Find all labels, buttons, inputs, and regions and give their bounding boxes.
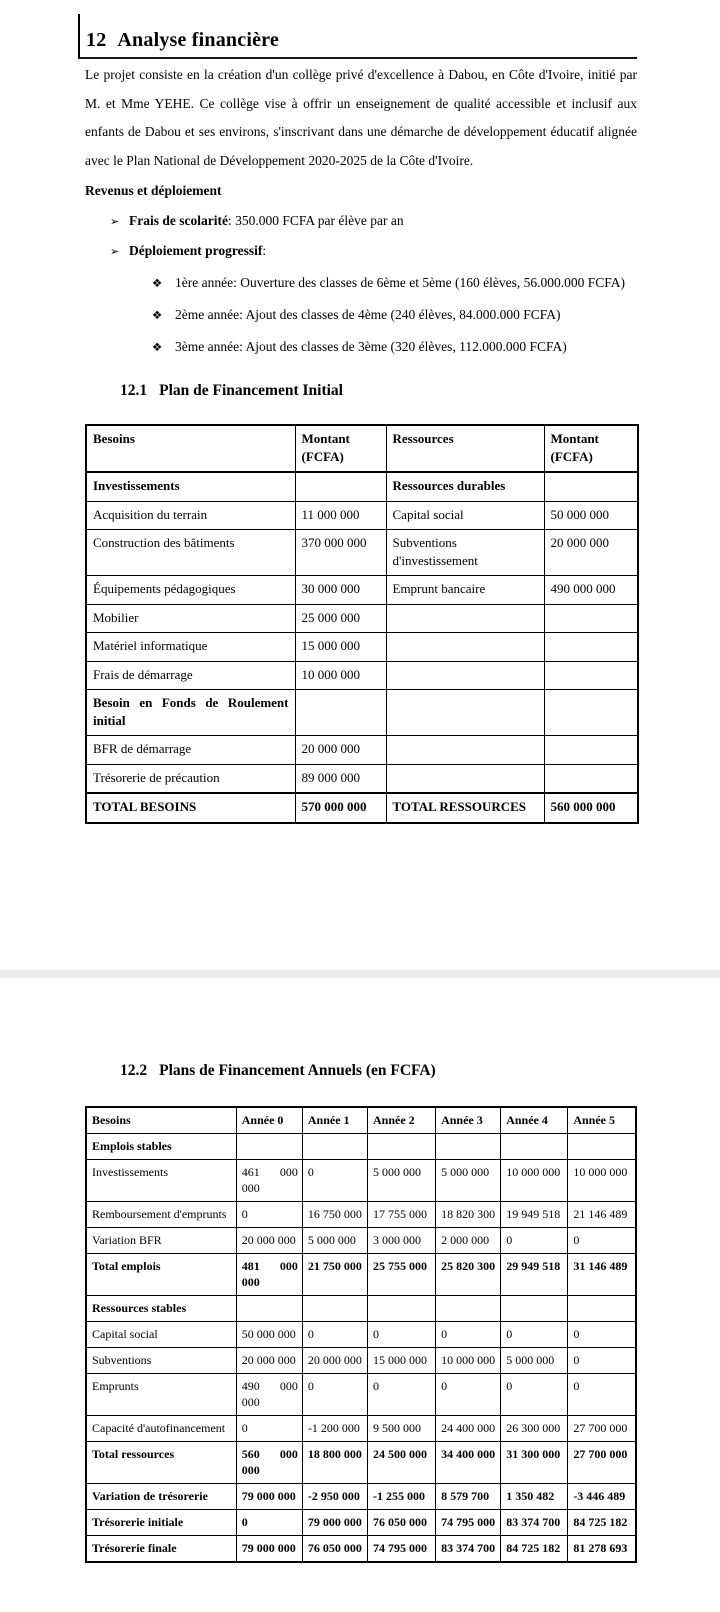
table-cell: Trésorerie initiale bbox=[86, 1510, 236, 1536]
table-cell: 0 bbox=[302, 1160, 367, 1202]
table-row bbox=[86, 1442, 636, 1484]
table-cell: Variation BFR bbox=[86, 1228, 236, 1254]
list-item-value: : 350.000 FCFA par élève par an bbox=[227, 213, 404, 228]
table-row bbox=[86, 472, 638, 501]
table-cell: 461 000 000 bbox=[236, 1160, 302, 1202]
table-cell: 10 000 000 bbox=[295, 661, 386, 690]
table-cell: 79 000 000 bbox=[236, 1484, 302, 1510]
section-heading-12-2 bbox=[120, 1062, 720, 1080]
list-item-text bbox=[129, 243, 266, 259]
table-cell: 20 000 000 bbox=[236, 1348, 302, 1374]
table-row bbox=[86, 1254, 636, 1296]
table-cell: 10 000 000 bbox=[568, 1160, 636, 1202]
table-cell: 26 300 000 bbox=[501, 1416, 568, 1442]
table-header-row bbox=[86, 425, 638, 472]
column-header: Montant (FCFA) bbox=[295, 425, 386, 472]
table-cell: 9 500 000 bbox=[367, 1416, 435, 1442]
table-cell bbox=[367, 1134, 435, 1160]
table-cell: Subventions d'investissement bbox=[386, 530, 544, 576]
table-cell: Emplois stables bbox=[86, 1134, 236, 1160]
table-cell: Capital social bbox=[86, 1322, 236, 1348]
table-cell: 560 000 000 bbox=[236, 1442, 302, 1484]
table-cell: Variation de trésorerie bbox=[86, 1484, 236, 1510]
table-cell: Trésorerie de précaution bbox=[86, 764, 295, 793]
table-cell bbox=[386, 764, 544, 793]
table-cell: Frais de démarrage bbox=[86, 661, 295, 690]
column-header: Année 5 bbox=[568, 1107, 636, 1134]
table-row bbox=[86, 736, 638, 765]
sub-list-item bbox=[152, 275, 720, 291]
table-row bbox=[86, 690, 638, 736]
table-cell: Acquisition du terrain bbox=[86, 501, 295, 530]
table-row bbox=[86, 633, 638, 662]
table-cell: -2 950 000 bbox=[302, 1484, 367, 1510]
table-cell bbox=[302, 1134, 367, 1160]
table-cell: 30 000 000 bbox=[295, 576, 386, 605]
table-cell bbox=[436, 1296, 501, 1322]
column-header: Année 4 bbox=[501, 1107, 568, 1134]
table-cell: 0 bbox=[367, 1374, 435, 1416]
table-cell: 1 350 482 bbox=[501, 1484, 568, 1510]
table-row bbox=[86, 1348, 636, 1374]
diamond-bullet-icon: ❖ bbox=[152, 308, 163, 322]
intro-paragraph: Le projet consiste en la création d'un collège privé d'excellence à Dabou, en Côte d'Ivoire, initié par M. et Mme YEHE. Ce collège vise à offrir un enseignement de qualité accessible et inclusif aux enfants de Dabou et ses environs, s'inscrivant dans une démarche de développement éducatif alignée avec le Plan National de Développement 2020-2025 de la Côte d'Ivoire. bbox=[85, 67, 637, 168]
table-cell: 84 725 182 bbox=[568, 1510, 636, 1536]
table-cell: 481 000 000 bbox=[236, 1254, 302, 1296]
table-cell: 560 000 000 bbox=[544, 793, 638, 823]
chapter-number: 12 bbox=[86, 29, 107, 51]
diamond-bullet-icon: ❖ bbox=[152, 340, 163, 354]
table-cell: Investissements bbox=[86, 472, 295, 501]
table-cell bbox=[544, 604, 638, 633]
table-cell: 10 000 000 bbox=[501, 1160, 568, 1202]
table-cell: 50 000 000 bbox=[544, 501, 638, 530]
table-row bbox=[86, 1228, 636, 1254]
table-cell: BFR de démarrage bbox=[86, 736, 295, 765]
table-cell: Mobilier bbox=[86, 604, 295, 633]
table-cell: Investissements bbox=[86, 1160, 236, 1202]
column-header: Besoins bbox=[86, 1107, 236, 1134]
table-cell: 20 000 000 bbox=[544, 530, 638, 576]
table-cell bbox=[386, 736, 544, 765]
table-cell: 83 374 700 bbox=[436, 1536, 501, 1563]
table-cell: 89 000 000 bbox=[295, 764, 386, 793]
table-cell: 8 579 700 bbox=[436, 1484, 501, 1510]
table-cell: 21 146 489 bbox=[568, 1202, 636, 1228]
table-cell bbox=[436, 1134, 501, 1160]
table-cell: 5 000 000 bbox=[501, 1348, 568, 1374]
table-cell bbox=[544, 736, 638, 765]
table-cell: Besoin en Fonds de Roulement initial bbox=[86, 690, 295, 736]
table-cell: 29 949 518 bbox=[501, 1254, 568, 1296]
table-cell: 370 000 000 bbox=[295, 530, 386, 576]
table-cell: 490 000 000 bbox=[236, 1374, 302, 1416]
table-cell: Subventions bbox=[86, 1348, 236, 1374]
column-header: Ressources bbox=[386, 425, 544, 472]
table-cell: 18 820 300 bbox=[436, 1202, 501, 1228]
table-cell: Total ressources bbox=[86, 1442, 236, 1484]
annual-financing-table bbox=[85, 1106, 637, 1563]
table-cell: Ressources stables bbox=[86, 1296, 236, 1322]
table-cell: 0 bbox=[236, 1416, 302, 1442]
chapter-heading-text bbox=[86, 29, 279, 51]
table-cell: 20 000 000 bbox=[295, 736, 386, 765]
section-number: 12.1 bbox=[120, 382, 148, 399]
table-cell: 5 000 000 bbox=[367, 1160, 435, 1202]
table-cell: 0 bbox=[501, 1322, 568, 1348]
table-cell bbox=[295, 472, 386, 501]
table-cell: 27 700 000 bbox=[568, 1416, 636, 1442]
table-cell: 0 bbox=[568, 1374, 636, 1416]
table-cell: -1 200 000 bbox=[302, 1416, 367, 1442]
table-cell: 31 300 000 bbox=[501, 1442, 568, 1484]
table-cell: 0 bbox=[236, 1510, 302, 1536]
arrow-bullet-icon: ➢ bbox=[110, 215, 120, 228]
table-cell: 27 700 000 bbox=[568, 1442, 636, 1484]
table-cell: 84 725 182 bbox=[501, 1536, 568, 1563]
list-item-label: Frais de scolarité bbox=[129, 213, 228, 228]
table-cell: 5 000 000 bbox=[302, 1228, 367, 1254]
table-cell: 0 bbox=[302, 1374, 367, 1416]
list-item-label: Déploiement progressif bbox=[129, 243, 263, 258]
table-cell bbox=[544, 661, 638, 690]
table-cell: 24 500 000 bbox=[367, 1442, 435, 1484]
table-cell: -3 446 489 bbox=[568, 1484, 636, 1510]
table-cell: 83 374 700 bbox=[501, 1510, 568, 1536]
table-cell: 21 750 000 bbox=[302, 1254, 367, 1296]
table-cell: 20 000 000 bbox=[302, 1348, 367, 1374]
table-cell: 24 400 000 bbox=[436, 1416, 501, 1442]
diamond-bullet-icon: ❖ bbox=[152, 276, 163, 290]
table-cell: 81 278 693 bbox=[568, 1536, 636, 1563]
table-cell: 50 000 000 bbox=[236, 1322, 302, 1348]
table-cell: 25 000 000 bbox=[295, 604, 386, 633]
table-cell: -1 255 000 bbox=[367, 1484, 435, 1510]
table-cell: Emprunts bbox=[86, 1374, 236, 1416]
table-cell bbox=[501, 1296, 568, 1322]
table-cell: TOTAL RESSOURCES bbox=[386, 793, 544, 823]
column-header: Année 0 bbox=[236, 1107, 302, 1134]
column-header: Montant (FCFA) bbox=[544, 425, 638, 472]
sub-list-item-text: 1ère année: Ouverture des classes de 6ème et 5ème (160 élèves, 56.000.000 FCFA) bbox=[175, 275, 625, 290]
table-cell: Emprunt bancaire bbox=[386, 576, 544, 605]
table-cell bbox=[367, 1296, 435, 1322]
table-cell: 74 795 000 bbox=[436, 1510, 501, 1536]
table-cell: Construction des bâtiments bbox=[86, 530, 295, 576]
table-row bbox=[86, 576, 638, 605]
table-cell: 5 000 000 bbox=[436, 1160, 501, 1202]
table-cell bbox=[544, 690, 638, 736]
table-cell: 0 bbox=[501, 1374, 568, 1416]
table-cell: Ressources durables bbox=[386, 472, 544, 501]
table-cell: 11 000 000 bbox=[295, 501, 386, 530]
table-cell: Total emplois bbox=[86, 1254, 236, 1296]
table-cell: Trésorerie finale bbox=[86, 1536, 236, 1563]
table-cell: 31 146 489 bbox=[568, 1254, 636, 1296]
table-cell: 76 050 000 bbox=[302, 1536, 367, 1563]
table-header-row bbox=[86, 1107, 636, 1134]
arrow-bullet-icon: ➢ bbox=[110, 245, 120, 258]
table-row bbox=[86, 530, 638, 576]
table-cell: TOTAL BESOINS bbox=[86, 793, 295, 823]
table-cell bbox=[386, 633, 544, 662]
table-cell bbox=[236, 1134, 302, 1160]
table-row bbox=[86, 764, 638, 793]
list-item bbox=[110, 243, 720, 259]
table-row bbox=[86, 793, 638, 823]
sub-list-item-text: 3ème année: Ajout des classes de 3ème (320 élèves, 112.000.000 FCFA) bbox=[175, 339, 567, 354]
table-cell: 0 bbox=[436, 1322, 501, 1348]
table-cell: 15 000 000 bbox=[367, 1348, 435, 1374]
section-title: Plans de Financement Annuels (en FCFA) bbox=[159, 1062, 436, 1079]
column-header: Année 2 bbox=[367, 1107, 435, 1134]
table-cell: Capital social bbox=[386, 501, 544, 530]
list-item bbox=[110, 213, 720, 229]
revenue-heading: Revenus et déploiement bbox=[85, 183, 222, 198]
table-cell: 15 000 000 bbox=[295, 633, 386, 662]
table-cell: Équipements pédagogiques bbox=[86, 576, 295, 605]
table-cell bbox=[386, 604, 544, 633]
table-cell: 0 bbox=[568, 1228, 636, 1254]
table-row bbox=[86, 1160, 636, 1202]
column-header: Besoins bbox=[86, 425, 295, 472]
table-row bbox=[86, 1374, 636, 1416]
section-number: 12.2 bbox=[120, 1062, 148, 1079]
table-cell bbox=[302, 1296, 367, 1322]
sub-list-item-text: 2ème année: Ajout des classes de 4ème (240 élèves, 84.000.000 FCFA) bbox=[175, 307, 561, 322]
section-heading-12-1 bbox=[120, 382, 720, 400]
table-row bbox=[86, 1202, 636, 1228]
table-row bbox=[86, 1484, 636, 1510]
column-header: Année 1 bbox=[302, 1107, 367, 1134]
page-break-band bbox=[0, 970, 720, 978]
table-cell: 3 000 000 bbox=[367, 1228, 435, 1254]
table-row bbox=[86, 1416, 636, 1442]
table-cell: 17 755 000 bbox=[367, 1202, 435, 1228]
chapter-title: Analyse financière bbox=[117, 29, 279, 51]
sub-list-item bbox=[152, 339, 720, 355]
table-cell bbox=[386, 661, 544, 690]
table-cell: 18 800 000 bbox=[302, 1442, 367, 1484]
table-cell: 2 000 000 bbox=[436, 1228, 501, 1254]
table-row bbox=[86, 1510, 636, 1536]
chapter-heading bbox=[78, 14, 637, 59]
table-row bbox=[86, 1296, 636, 1322]
table-cell: Remboursement d'emprunts bbox=[86, 1202, 236, 1228]
table-cell: 20 000 000 bbox=[236, 1228, 302, 1254]
section-title: Plan de Financement Initial bbox=[159, 382, 343, 399]
table-cell bbox=[568, 1296, 636, 1322]
table-cell: 0 bbox=[568, 1348, 636, 1374]
table-cell: 19 949 518 bbox=[501, 1202, 568, 1228]
list-item-value: : bbox=[262, 243, 267, 258]
table-cell bbox=[295, 690, 386, 736]
list-item-text bbox=[129, 213, 404, 229]
table-cell: 25 820 300 bbox=[436, 1254, 501, 1296]
table-row bbox=[86, 1134, 636, 1160]
table-cell: 16 750 000 bbox=[302, 1202, 367, 1228]
table-cell bbox=[568, 1134, 636, 1160]
table-cell: 34 400 000 bbox=[436, 1442, 501, 1484]
table-cell: 0 bbox=[302, 1322, 367, 1348]
initial-financing-table bbox=[85, 424, 639, 824]
table-cell: 74 795 000 bbox=[367, 1536, 435, 1563]
table-cell: 76 050 000 bbox=[367, 1510, 435, 1536]
table-cell bbox=[501, 1134, 568, 1160]
table-cell: 0 bbox=[367, 1322, 435, 1348]
column-header: Année 3 bbox=[436, 1107, 501, 1134]
table-cell bbox=[544, 633, 638, 662]
table-cell: 570 000 000 bbox=[295, 793, 386, 823]
sub-list-item bbox=[152, 307, 720, 323]
page-2 bbox=[0, 978, 720, 1612]
table-row bbox=[86, 604, 638, 633]
table-cell: 490 000 000 bbox=[544, 576, 638, 605]
table-cell: Matériel informatique bbox=[86, 633, 295, 662]
table-cell: 0 bbox=[568, 1322, 636, 1348]
table-cell: 0 bbox=[501, 1228, 568, 1254]
table-cell bbox=[236, 1296, 302, 1322]
table-row bbox=[86, 1322, 636, 1348]
table-cell bbox=[544, 472, 638, 501]
table-row bbox=[86, 661, 638, 690]
table-cell: Capacité d'autofinancement bbox=[86, 1416, 236, 1442]
table-row bbox=[86, 501, 638, 530]
table-cell: 10 000 000 bbox=[436, 1348, 501, 1374]
table-cell: 79 000 000 bbox=[302, 1510, 367, 1536]
table-cell: 0 bbox=[436, 1374, 501, 1416]
table-cell bbox=[386, 690, 544, 736]
table-cell: 79 000 000 bbox=[236, 1536, 302, 1563]
table-row bbox=[86, 1536, 636, 1563]
table-cell bbox=[544, 764, 638, 793]
table-cell: 0 bbox=[236, 1202, 302, 1228]
table-cell: 25 755 000 bbox=[367, 1254, 435, 1296]
